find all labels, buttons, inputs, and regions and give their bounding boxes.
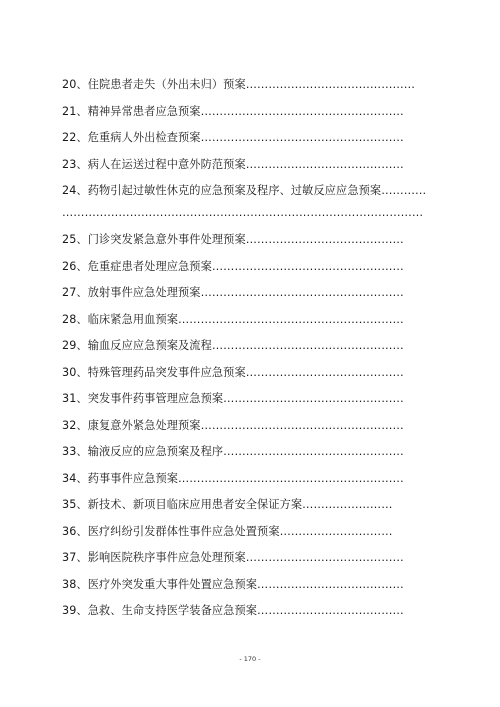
- toc-entry-23[interactable]: 23、病人在运送过程中意外防范预案……………………………………: [62, 157, 404, 171]
- toc-entry-35[interactable]: 35、新技术、新项目临床应用患者安全保证方案……………………: [62, 498, 393, 511]
- toc-entry-36[interactable]: 36、医疗纠纷引发群体性事件应急处置预案…………………………: [62, 524, 393, 538]
- toc-entry-30[interactable]: 30、特殊管理药品突发事件应急预案……………………………………: [62, 365, 404, 379]
- page-number: - 170 -: [239, 655, 261, 663]
- toc-entry-25[interactable]: 25、门诊突发紧急意外事件处理预案……………………………………: [62, 233, 404, 246]
- toc-entry-26[interactable]: 26、危重症患者处理应急预案……………………………………………: [62, 259, 404, 273]
- table-of-contents: [62, 76, 442, 629]
- toc-entry-32[interactable]: 32、康复意外紧急处理预案………………………………………………: [62, 418, 404, 432]
- toc-entry-29[interactable]: 29、输血反应应急预案及流程……………………………………………: [62, 339, 404, 352]
- toc-entry-21[interactable]: 21、精神异常患者应急预案………………………………………………: [62, 104, 404, 118]
- toc-entry-37[interactable]: 37、影响医院秩序事件应急处理预案……………………………………: [62, 551, 404, 564]
- toc-entry-39[interactable]: 39、急救、生命支持医学装备应急预案…………………………………: [62, 604, 404, 617]
- toc-entry-20[interactable]: 20、住院患者走失（外出未归）预案………………………………………: [62, 78, 416, 91]
- toc-entry-38[interactable]: 38、医疗外突发重大事件处置应急预案…………………………………: [62, 577, 404, 591]
- toc-entry-24[interactable]: 24、药物引起过敏性休克的应急预案及程序、过敏反应应急预案…………: [62, 184, 427, 197]
- toc-entry-28[interactable]: 28、临床紧急用血预案……………………………………………………: [62, 312, 404, 326]
- toc-entry-34[interactable]: 34、药事事件应急预案……………………………………………………: [62, 471, 404, 485]
- toc-entry-22[interactable]: 22、危重病人外出检查预案………………………………………………: [62, 131, 404, 144]
- toc-entry-33[interactable]: 33、输液反应的应急预案及程序…………………………………………: [62, 445, 404, 458]
- toc-entry-27[interactable]: 27、放射事件应急处理预案………………………………………………: [62, 286, 404, 299]
- toc-entry-31[interactable]: 31、突发事件药事管理应急预案…………………………………………: [62, 392, 404, 405]
- toc-entry-24-continuation[interactable]: ……………………………………………………………………………………: [62, 206, 424, 219]
